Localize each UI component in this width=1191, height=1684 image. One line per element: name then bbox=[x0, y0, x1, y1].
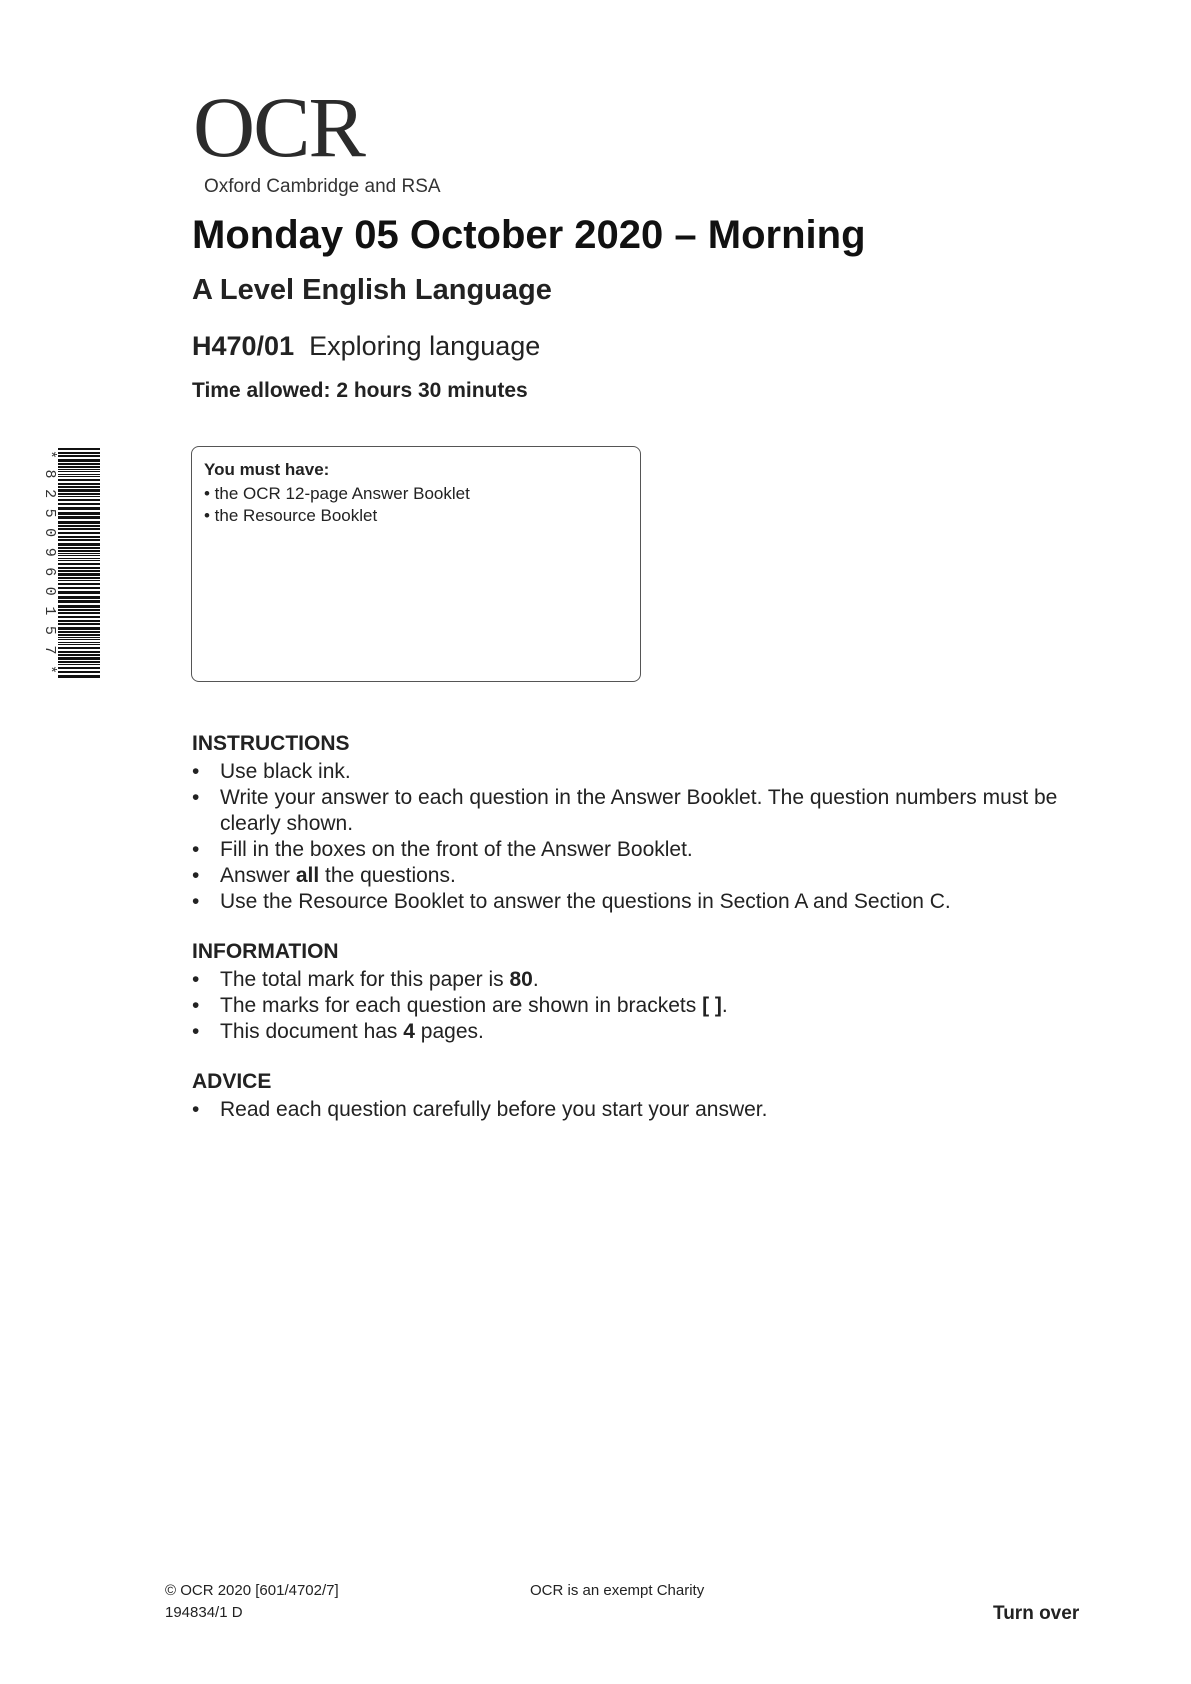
barcode-bar bbox=[58, 503, 100, 505]
barcode-bar bbox=[58, 620, 100, 622]
barcode-digits: *8250960157* bbox=[41, 450, 58, 674]
barcode-bar bbox=[58, 476, 100, 477]
barcode-bar bbox=[58, 623, 100, 625]
must-have-item: • the Resource Booklet bbox=[204, 506, 378, 525]
barcode-bar bbox=[58, 654, 100, 656]
paper-code-line bbox=[192, 331, 540, 362]
barcode-bar bbox=[58, 583, 100, 585]
barcode-bar bbox=[58, 671, 100, 673]
barcode-bar bbox=[58, 547, 100, 549]
barcode-bar bbox=[58, 612, 100, 614]
information-item: • This document has 4 pages. bbox=[192, 1019, 1092, 1045]
barcode-bar bbox=[58, 455, 100, 457]
copyright: © OCR 2020 [601/4702/7] bbox=[165, 1582, 339, 1599]
barcode-bar bbox=[58, 489, 100, 492]
barcode-bar bbox=[58, 577, 100, 579]
barcode-bar bbox=[58, 563, 100, 565]
barcode-bar bbox=[58, 539, 100, 541]
barcode-bar bbox=[58, 486, 100, 488]
instructions-section bbox=[192, 731, 1092, 915]
barcode-bar bbox=[58, 471, 100, 472]
must-have-box bbox=[191, 446, 641, 682]
instruction-item: • Use black ink. bbox=[192, 759, 1092, 785]
barcode-bar bbox=[58, 516, 100, 519]
document-ref: 194834/1 D bbox=[165, 1604, 243, 1621]
barcode-bar bbox=[58, 512, 100, 515]
barcode-bar bbox=[58, 543, 100, 546]
information-heading: INFORMATION bbox=[192, 940, 339, 963]
barcode-bar bbox=[58, 634, 100, 636]
barcode-bar bbox=[58, 463, 100, 465]
advice-section bbox=[192, 1069, 1092, 1123]
barcode-bar bbox=[58, 631, 100, 633]
barcode-bar bbox=[58, 657, 100, 660]
ocr-logo-subtitle: Oxford Cambridge and RSA bbox=[204, 176, 441, 197]
charity-note: OCR is an exempt Charity bbox=[530, 1582, 705, 1599]
barcode-bar bbox=[58, 536, 100, 538]
barcode-bar bbox=[58, 521, 100, 524]
barcode-bar bbox=[58, 466, 100, 468]
qualification-title: A Level English Language bbox=[192, 274, 552, 306]
instructions-heading: INSTRUCTIONS bbox=[192, 732, 350, 755]
barcode-bar bbox=[58, 647, 100, 649]
barcode-bar bbox=[58, 573, 100, 576]
barcode-bar bbox=[58, 664, 100, 665]
barcode-bar bbox=[58, 479, 100, 481]
ocr-logo: OCR bbox=[193, 79, 364, 175]
barcode-bar bbox=[58, 555, 100, 556]
barcode-bar bbox=[58, 567, 100, 569]
barcode-bar bbox=[58, 532, 100, 534]
barcode-bar bbox=[58, 600, 100, 603]
instruction-item: • Use the Resource Booklet to answer the questions in Section A and Section C. bbox=[192, 889, 1092, 915]
information-section bbox=[192, 939, 1092, 1045]
barcode-bar bbox=[58, 580, 100, 581]
barcode-bar bbox=[58, 675, 100, 678]
barcode-bar bbox=[58, 639, 100, 640]
advice-heading: ADVICE bbox=[192, 1070, 272, 1093]
barcode-bar bbox=[58, 553, 100, 554]
must-have-heading: You must have: bbox=[204, 460, 330, 479]
barcode-bar bbox=[58, 525, 100, 527]
barcode-bar bbox=[58, 452, 100, 454]
information-item: • The marks for each question are shown in brackets [ ]. bbox=[192, 993, 1092, 1019]
barcode-bar bbox=[58, 644, 100, 645]
paper-name: Exploring language bbox=[309, 331, 541, 361]
barcode-bar bbox=[58, 558, 100, 559]
instruction-item: • Fill in the boxes on the front of the Answer Booklet. bbox=[192, 837, 1092, 863]
barcode-bar bbox=[58, 661, 100, 663]
barcode-bar bbox=[58, 642, 100, 643]
turn-over: Turn over bbox=[993, 1603, 1080, 1624]
instruction-item: • Answer all the questions. bbox=[192, 863, 1092, 889]
exam-date: Monday 05 October 2020 – Morning bbox=[192, 213, 866, 257]
barcode-bar bbox=[58, 560, 100, 561]
paper-code: H470/01 bbox=[192, 331, 295, 361]
barcode-bar bbox=[58, 474, 100, 475]
barcode-bar bbox=[58, 483, 100, 485]
barcode-bar bbox=[58, 499, 100, 501]
barcode-bar bbox=[58, 609, 100, 611]
must-have-item: • the OCR 12-page Answer Booklet bbox=[204, 484, 470, 503]
barcode-bar bbox=[58, 459, 100, 462]
barcode-bar bbox=[58, 528, 100, 530]
barcode-bar bbox=[58, 637, 100, 638]
barcode-bar bbox=[58, 591, 100, 594]
barcode-bar bbox=[58, 496, 100, 497]
barcode-bar bbox=[58, 627, 100, 630]
barcode-bar bbox=[58, 667, 100, 669]
information-item: • The total mark for this paper is 80. bbox=[192, 967, 1092, 993]
barcode-bar bbox=[58, 469, 100, 470]
barcode bbox=[40, 448, 100, 678]
barcode-bar bbox=[58, 448, 100, 450]
barcode-bar bbox=[58, 596, 100, 599]
barcode-bar bbox=[58, 550, 100, 552]
barcode-bar bbox=[58, 507, 100, 510]
barcode-bar bbox=[58, 651, 100, 653]
barcode-bar bbox=[58, 570, 100, 572]
barcode-bar bbox=[58, 616, 100, 618]
barcode-bar bbox=[58, 587, 100, 589]
time-allowed: Time allowed: 2 hours 30 minutes bbox=[192, 379, 528, 402]
advice-item: • Read each question carefully before you start your answer. bbox=[192, 1097, 1092, 1123]
instruction-item: • Write your answer to each question in the Answer Booklet. The question numbers must be clearly shown. bbox=[192, 785, 1092, 837]
barcode-bar bbox=[58, 493, 100, 495]
barcode-bar bbox=[58, 605, 100, 608]
